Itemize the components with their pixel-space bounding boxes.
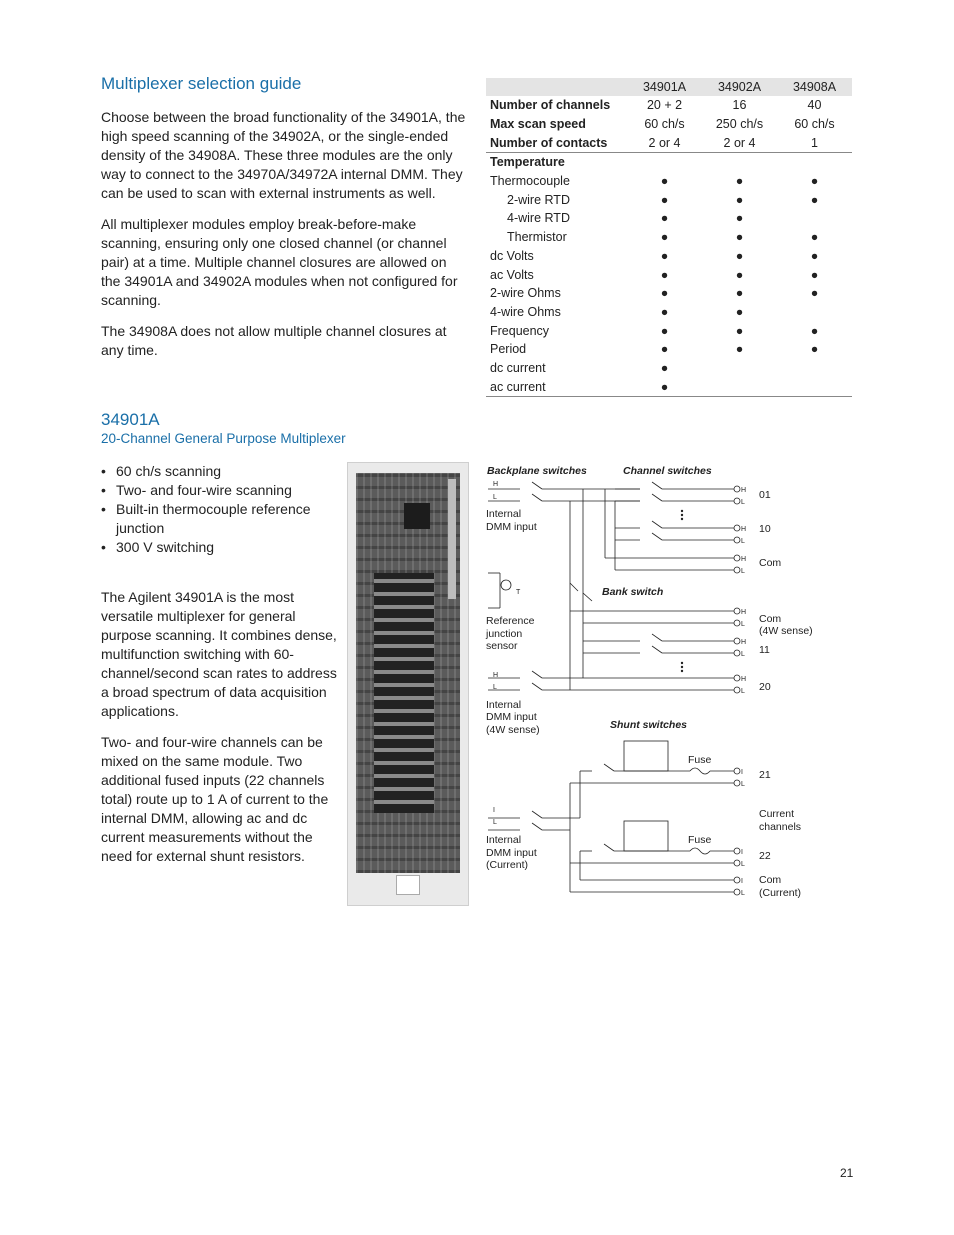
connector-image bbox=[448, 479, 456, 599]
table-cell: 20 + 2 bbox=[646, 98, 683, 113]
dmm-4w-label: Internal bbox=[486, 699, 522, 711]
table-cell: ● bbox=[627, 377, 702, 396]
channel-label: (4W sense) bbox=[759, 625, 813, 637]
table-cell: ● bbox=[735, 211, 744, 226]
guide-paragraph: The 34908A does not allow multiple channel closures at any time. bbox=[101, 323, 447, 358]
fuse-label: Fuse bbox=[688, 754, 712, 766]
table-cell: ● bbox=[735, 286, 744, 301]
table-cell bbox=[627, 153, 702, 172]
guide-title: Multiplexer selection guide bbox=[101, 74, 302, 93]
reference-junction-label: Reference bbox=[486, 615, 535, 627]
table-row bbox=[486, 359, 852, 378]
dmm-current-label: (Current) bbox=[486, 859, 529, 871]
table-row-label: Period bbox=[490, 342, 527, 357]
table-cell: ● bbox=[810, 286, 819, 301]
table-cell: ● bbox=[660, 211, 669, 226]
table-cell: ● bbox=[660, 174, 669, 189]
dmm-4w-label: (4W sense) bbox=[486, 724, 540, 736]
pin-label: H bbox=[741, 609, 747, 616]
table-cell: 250 ch/s bbox=[715, 117, 764, 132]
dmm-input-label: Internal bbox=[486, 508, 522, 520]
table-row bbox=[486, 153, 852, 172]
table-row bbox=[486, 190, 852, 209]
pin-label: I bbox=[493, 807, 495, 814]
pin-label: H bbox=[741, 639, 747, 646]
table-cell: ● bbox=[810, 230, 819, 245]
pin-label: I bbox=[741, 849, 743, 856]
backplane-switches-label: Backplane switches bbox=[487, 465, 587, 477]
pin-label: L bbox=[741, 890, 745, 897]
channel-label: Com bbox=[759, 874, 782, 886]
pin-label: H bbox=[493, 481, 499, 488]
table-row bbox=[486, 340, 852, 359]
pin-label: L bbox=[493, 684, 497, 691]
table-header-empty bbox=[486, 78, 627, 96]
table-cell bbox=[702, 359, 777, 378]
table-row-label: ac Volts bbox=[490, 267, 534, 282]
table-cell: ● bbox=[660, 286, 669, 301]
feature-list bbox=[101, 462, 331, 557]
table-row-label: ac current bbox=[486, 377, 627, 396]
reference-junction-label: junction bbox=[486, 628, 523, 640]
module-board-photo bbox=[347, 462, 469, 906]
module-subtitle: 20-Channel General Purpose Multiplexer bbox=[101, 431, 346, 446]
table-cell: 60 ch/s bbox=[644, 117, 685, 132]
table-row-label: 2-wire RTD bbox=[507, 192, 570, 207]
table-row bbox=[486, 265, 852, 284]
circuit-board-image bbox=[356, 473, 460, 873]
table-cell: 2 or 4 bbox=[627, 133, 702, 152]
table-header-row bbox=[486, 78, 852, 96]
channel-label: channels bbox=[759, 821, 802, 833]
table-header-cell: 34908A bbox=[777, 78, 852, 96]
pin-label: I bbox=[741, 769, 743, 776]
table-row-label: 2-wire Ohms bbox=[490, 286, 561, 301]
chip-image bbox=[404, 503, 430, 529]
table-cell: ● bbox=[660, 267, 669, 282]
table-cell: ● bbox=[660, 342, 669, 357]
table-body bbox=[486, 96, 852, 397]
pin-label: I bbox=[741, 878, 743, 885]
table-cell: ● bbox=[810, 323, 819, 338]
pin-label: L bbox=[741, 781, 745, 788]
table-cell: ● bbox=[660, 230, 669, 245]
pin-label: L bbox=[741, 651, 745, 658]
dmm-input-label: DMM input bbox=[486, 521, 537, 533]
table-cell: ● bbox=[810, 342, 819, 357]
table-header-cell: 34901A bbox=[627, 78, 702, 96]
table-header-cell: 34902A bbox=[702, 78, 777, 96]
guide-paragraph: All multiplexer modules employ break-before-make scanning, ensuring only one closed channel (or channel pair) at a time. Multiple channel closures are allowed on the 34901A and 34902A modules when not configured for scanning. bbox=[101, 216, 458, 308]
table-cell: ● bbox=[735, 267, 744, 282]
table-cell: 40 bbox=[807, 98, 822, 113]
table-cell: ● bbox=[660, 248, 669, 263]
list-item: • Built-in thermocouple reference junction bbox=[101, 500, 331, 538]
table-row bbox=[486, 228, 852, 247]
table-cell: ● bbox=[735, 304, 744, 319]
table-row-label: Thermocouple bbox=[490, 174, 570, 189]
dmm-current-label: Internal bbox=[486, 834, 522, 846]
channel-label: Current bbox=[759, 808, 795, 820]
relay-bank-image bbox=[374, 573, 434, 813]
pin-label: L bbox=[741, 861, 745, 868]
pin-label: H bbox=[741, 676, 747, 683]
table-cell bbox=[702, 377, 777, 396]
table-cell: 1 bbox=[777, 133, 852, 152]
table-cell bbox=[777, 303, 852, 322]
selection-table bbox=[486, 78, 852, 397]
table-row-label: Number of contacts bbox=[486, 133, 627, 152]
table-cell: ● bbox=[810, 192, 819, 207]
table-row-label: dc current bbox=[490, 360, 546, 375]
switch-schematic bbox=[480, 458, 860, 908]
table-row-label: Temperature bbox=[490, 155, 565, 170]
guide-text bbox=[101, 108, 469, 372]
table-row bbox=[486, 303, 852, 322]
table-cell: ● bbox=[735, 342, 744, 357]
pin-label: L bbox=[741, 688, 745, 695]
dmm-current-label: DMM input bbox=[486, 847, 537, 859]
guide-paragraph: Choose between the broad functionality of the 34901A, the high speed scanning of the 34902A, or the single-ended density of the 34908A. These three modules are the only way to connect to the 34970A/34972A internal DMM. They can be used to scan with external instruments as well. bbox=[101, 109, 466, 201]
table-row-label: Frequency bbox=[490, 323, 550, 338]
table-cell: ● bbox=[660, 360, 669, 375]
module-text bbox=[101, 588, 337, 878]
table-cell bbox=[702, 153, 777, 172]
channel-label: Com bbox=[759, 613, 782, 625]
pin-label: H bbox=[741, 487, 747, 494]
table-cell bbox=[777, 359, 852, 378]
module-paragraph: Two- and four-wire channels can be mixed on the same module. Two additional fused inputs (22 channels total) route up to 1 A of current to the internal DMM, allowing ac and dc current measurements without the need for external shunt resistors. bbox=[101, 734, 329, 864]
table-cell: ● bbox=[660, 192, 669, 207]
table-cell: 2 or 4 bbox=[702, 133, 777, 152]
table-cell: ● bbox=[660, 323, 669, 338]
table-cell bbox=[777, 377, 852, 396]
module-paragraph: The Agilent 34901A is the most versatile multiplexer for general purpose scanning. It combines dense, multifunction switching with 60-channel/second scan rates to address a broad spectrum of data acquisition applications. bbox=[101, 589, 337, 719]
pin-label: T bbox=[516, 589, 521, 596]
fuse-label: Fuse bbox=[688, 834, 712, 846]
table-cell: ● bbox=[735, 230, 744, 245]
pin-label: H bbox=[741, 556, 747, 563]
table-row bbox=[486, 284, 852, 303]
pin-label: L bbox=[493, 494, 497, 501]
channel-label: 21 bbox=[759, 769, 771, 781]
bank-switch-label: Bank switch bbox=[602, 586, 664, 598]
table-row bbox=[486, 321, 852, 340]
table-row bbox=[486, 96, 852, 115]
pin-label: H bbox=[493, 672, 499, 679]
table-row-label: dc Volts bbox=[490, 248, 534, 263]
table-row bbox=[486, 133, 852, 152]
page-number: 21 bbox=[840, 1166, 854, 1180]
shunt-switches-label: Shunt switches bbox=[610, 719, 688, 731]
module-title: 34901A bbox=[101, 410, 160, 429]
table-row-label: Number of channels bbox=[490, 98, 611, 113]
pin-label: L bbox=[741, 621, 745, 628]
table-row-label: Thermistor bbox=[507, 230, 567, 245]
table-cell: ● bbox=[735, 174, 744, 189]
table-cell: ● bbox=[660, 304, 669, 319]
table-row bbox=[486, 115, 852, 134]
list-item: • 60 ch/s scanning bbox=[101, 462, 331, 481]
channel-label: 01 bbox=[759, 489, 771, 501]
channel-switches-label: Channel switches bbox=[623, 465, 712, 477]
channel-label: 20 bbox=[759, 681, 771, 693]
table-cell bbox=[777, 209, 852, 228]
table-row bbox=[486, 377, 852, 396]
dmm-4w-label: DMM input bbox=[486, 711, 537, 723]
table-row-label: Max scan speed bbox=[490, 117, 586, 132]
table-row-label: 4-wire RTD bbox=[507, 211, 570, 226]
table-cell: ● bbox=[735, 323, 744, 338]
list-item: • Two- and four-wire scanning bbox=[101, 481, 331, 500]
channel-label: Com bbox=[759, 557, 782, 569]
reference-junction-label: sensor bbox=[486, 640, 518, 652]
channel-label: 11 bbox=[759, 644, 770, 656]
pin-label: H bbox=[741, 526, 747, 533]
table-cell: 60 ch/s bbox=[794, 117, 835, 132]
pin-label: L bbox=[741, 568, 745, 575]
list-item: • 300 V switching bbox=[101, 538, 331, 557]
table-cell: 16 bbox=[732, 98, 747, 113]
pin-label: L bbox=[493, 819, 497, 826]
table-cell: ● bbox=[810, 174, 819, 189]
channel-label: (Current) bbox=[759, 887, 802, 899]
latch-image bbox=[396, 875, 420, 895]
table-cell: ● bbox=[810, 248, 819, 263]
table-cell: ● bbox=[810, 267, 819, 282]
pin-label: L bbox=[741, 499, 745, 506]
table-row bbox=[486, 247, 852, 266]
table-cell: ● bbox=[735, 192, 744, 207]
table-row bbox=[486, 172, 852, 191]
table-row bbox=[486, 209, 852, 228]
pin-label: L bbox=[741, 538, 745, 545]
table-row-label: 4-wire Ohms bbox=[490, 304, 561, 319]
table-cell: ● bbox=[735, 248, 744, 263]
table-cell bbox=[777, 153, 852, 172]
channel-label: 22 bbox=[759, 850, 771, 862]
channel-label: 10 bbox=[759, 523, 771, 535]
